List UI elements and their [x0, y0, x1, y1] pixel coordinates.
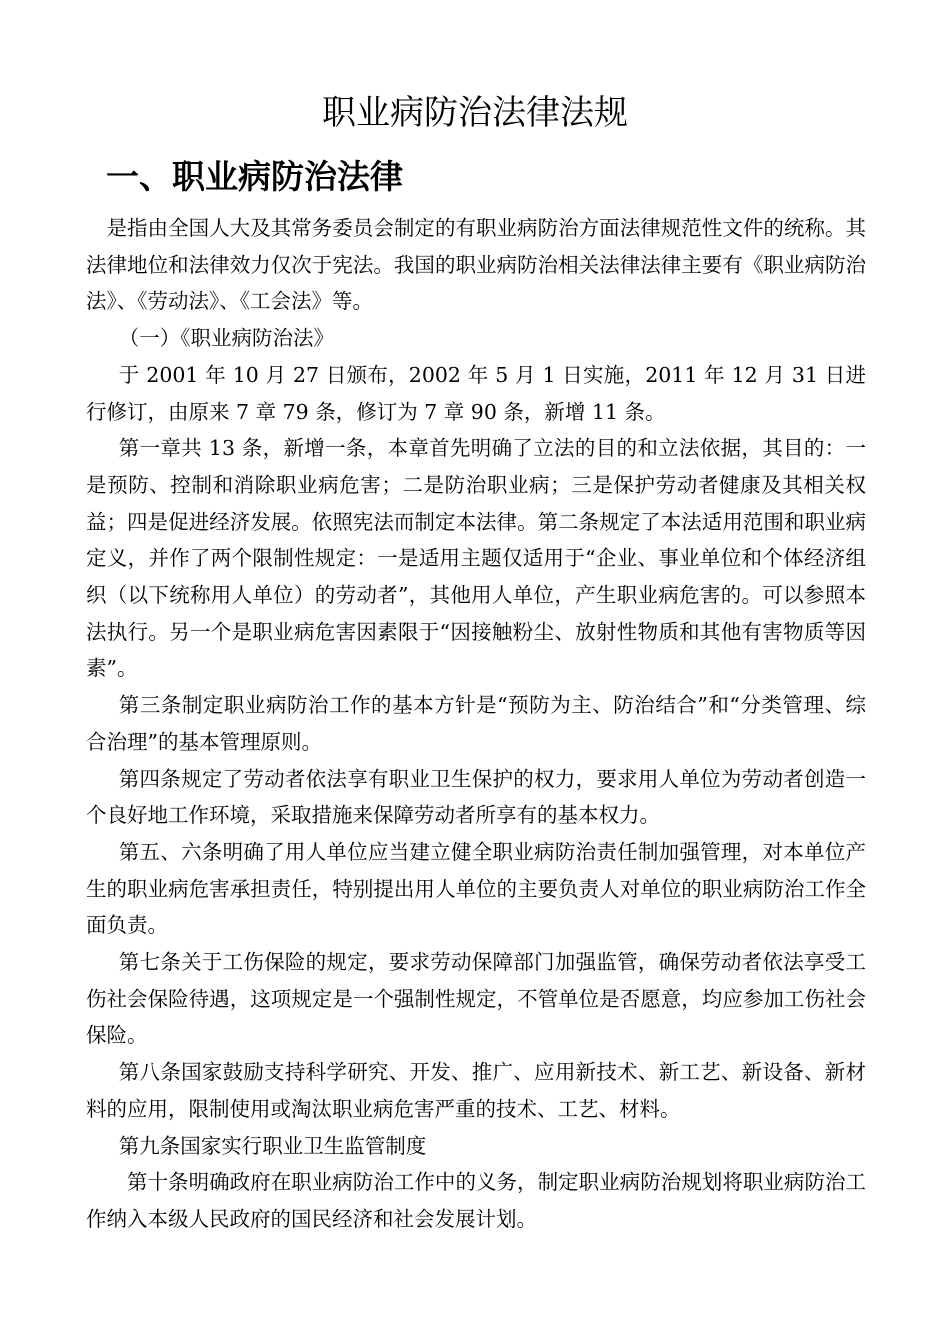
document-title: 职业病防治法律法规 — [322, 93, 628, 133]
paragraph-article-ten: 第十条明确政府在职业病防治工作中的义务，制定职业病防治规划将职业病防治工作纳入本级人民政府的国民经济和社会发展计划。 — [86, 1170, 866, 1231]
paragraph-article-three: 第三条制定职业病防治工作的基本方针是“预防为主、防治结合”和“分类管理、综合治理”的基本管理原则。 — [86, 693, 866, 754]
document-body — [86, 210, 866, 1238]
paragraph-article-five-six: 第五、六条明确了用人单位应当建立健全职业病防治责任制加强管理，对本单位产生的职业病危害承担责任，特别提出用人单位的主要负责人对单位的职业病防治工作全面负责。 — [86, 839, 866, 938]
paragraph-definition: 是指由全国人大及其常务委员会制定的有职业病防治方面法律规范性文件的统称。其法律地位和法律效力仅次于宪法。我国的职业病防治相关法律法律主要有《职业病防治法》、《劳动法》、《工会法》等。 — [86, 216, 866, 314]
section-heading: 一、职业病防治法律 — [106, 157, 403, 196]
paragraph-chapter-one: 第一章共 13 条，新增一条，本章首先明确了立法的目的和立法依据，其目的：一是预防、控制和消除职业病危害；二是防治职业病；三是保护劳动者健康及其相关权益；四是促进经济发展。依照宪法而制定本法律。第二条规定了本法适用范围和职业病定义，并作了两个限制性规定：一是适用主题仅适用于“企业、事业单位和个体经济组织（以下统称用人单位）的劳动者”，其他用人单位，产生职业病危害的。可以参照本法执行。另一个是职业病危害因素限于“因接触粉尘、放射性物质和其他有害物质等因素”。 — [86, 436, 866, 681]
paragraph-article-nine: 第九条国家实行职业卫生监管制度 — [118, 1133, 427, 1158]
paragraph-article-four: 第四条规定了劳动者依法享有职业卫生保护的权力，要求用人单位为劳动者创造一个良好地工作环境，采取措施来保障劳动者所享有的基本权力。 — [86, 766, 866, 828]
paragraph-subheading: （一）《职业病防治法》 — [118, 326, 335, 351]
paragraph-article-eight: 第八条国家鼓励支持科学研究、开发、推广、应用新技术、新工艺、新设备、新材料的应用，限制使用或淘汰职业病危害严重的技术、工艺、材料。 — [86, 1060, 866, 1121]
paragraph-article-seven: 第七条关于工伤保险的规定，要求劳动保障部门加强监管，确保劳动者依法享受工伤社会保险待遇，这项规定是一个强制性规定，不管单位是否愿意，均应参加工伤社会保险。 — [86, 950, 866, 1048]
paragraph-dates: 于 2001 年 10 月 27 日颁布，2002 年 5 月 1 日实施，2011 年 12 月 31 日进行修订，由原来 7 章 79 条，修订为 7 章 90 条，新增 11 条。 — [86, 362, 866, 424]
